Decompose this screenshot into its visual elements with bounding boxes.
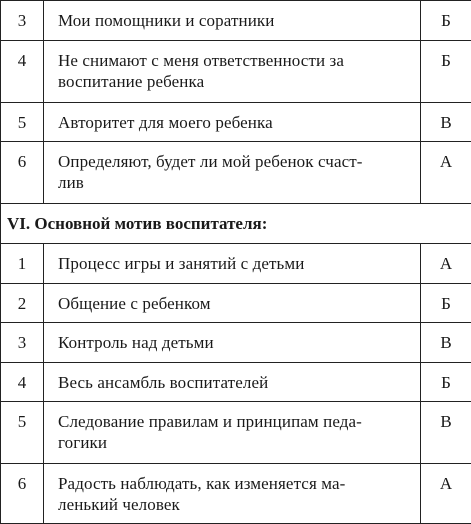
row-statement bbox=[44, 323, 421, 363]
table-row bbox=[1, 363, 471, 402]
row-statement bbox=[44, 284, 421, 323]
row-number: 3 bbox=[1, 1, 44, 41]
statement-line: лив bbox=[58, 172, 412, 193]
row-number: 6 bbox=[1, 464, 44, 524]
row-answer-code: В bbox=[421, 402, 471, 464]
row-answer-code: А bbox=[421, 244, 471, 284]
row-answer-code: А bbox=[421, 142, 471, 204]
row-statement bbox=[44, 142, 421, 204]
row-statement bbox=[44, 363, 421, 402]
row-answer-code: В bbox=[421, 103, 471, 142]
statement-line: Весь ансамбль воспитателей bbox=[58, 372, 412, 393]
row-number: 4 bbox=[1, 363, 44, 402]
answer-key-body bbox=[1, 1, 471, 524]
statement-line: Радость наблюдать, как изменяется ма- bbox=[58, 473, 412, 494]
statement-line: ленький человек bbox=[58, 494, 412, 515]
row-answer-code: Б bbox=[421, 41, 471, 103]
table-row bbox=[1, 464, 471, 524]
row-answer-code: Б bbox=[421, 363, 471, 402]
table-row bbox=[1, 284, 471, 323]
row-statement bbox=[44, 402, 421, 464]
row-number: 6 bbox=[1, 142, 44, 204]
table-row bbox=[1, 103, 471, 142]
row-answer-code: В bbox=[421, 323, 471, 363]
row-statement bbox=[44, 1, 421, 41]
statement-line: Не снимают с меня ответственности за bbox=[58, 50, 412, 71]
statement-line: гогики bbox=[58, 432, 412, 453]
section-heading: VI. Основной мотив воспитателя: bbox=[1, 204, 471, 244]
row-statement bbox=[44, 244, 421, 284]
table-row bbox=[1, 142, 471, 204]
statement-line: Авторитет для моего ребенка bbox=[58, 112, 412, 133]
table-row bbox=[1, 41, 471, 103]
statement-line: Процесс игры и занятий с детьми bbox=[58, 253, 412, 274]
table-row bbox=[1, 244, 471, 284]
table-row bbox=[1, 1, 471, 41]
table-row bbox=[1, 402, 471, 464]
row-answer-code: Б bbox=[421, 1, 471, 41]
row-number: 5 bbox=[1, 402, 44, 464]
row-statement bbox=[44, 41, 421, 103]
statement-line: Общение с ребенком bbox=[58, 293, 412, 314]
row-statement bbox=[44, 103, 421, 142]
row-number: 5 bbox=[1, 103, 44, 142]
row-statement bbox=[44, 464, 421, 524]
row-number: 4 bbox=[1, 41, 44, 103]
statement-line: Следование правилам и принципам педа- bbox=[58, 411, 412, 432]
row-answer-code: Б bbox=[421, 284, 471, 323]
row-number: 2 bbox=[1, 284, 44, 323]
section-row bbox=[1, 204, 471, 244]
row-answer-code: А bbox=[421, 464, 471, 524]
statement-line: Определяют, будет ли мой ребенок счаст- bbox=[58, 151, 412, 172]
statement-line: воспитание ребенка bbox=[58, 71, 412, 92]
statement-line: Мои помощники и соратники bbox=[58, 10, 412, 31]
row-number: 1 bbox=[1, 244, 44, 284]
statement-line: Контроль над детьми bbox=[58, 332, 412, 353]
row-number: 3 bbox=[1, 323, 44, 363]
table-row bbox=[1, 323, 471, 363]
